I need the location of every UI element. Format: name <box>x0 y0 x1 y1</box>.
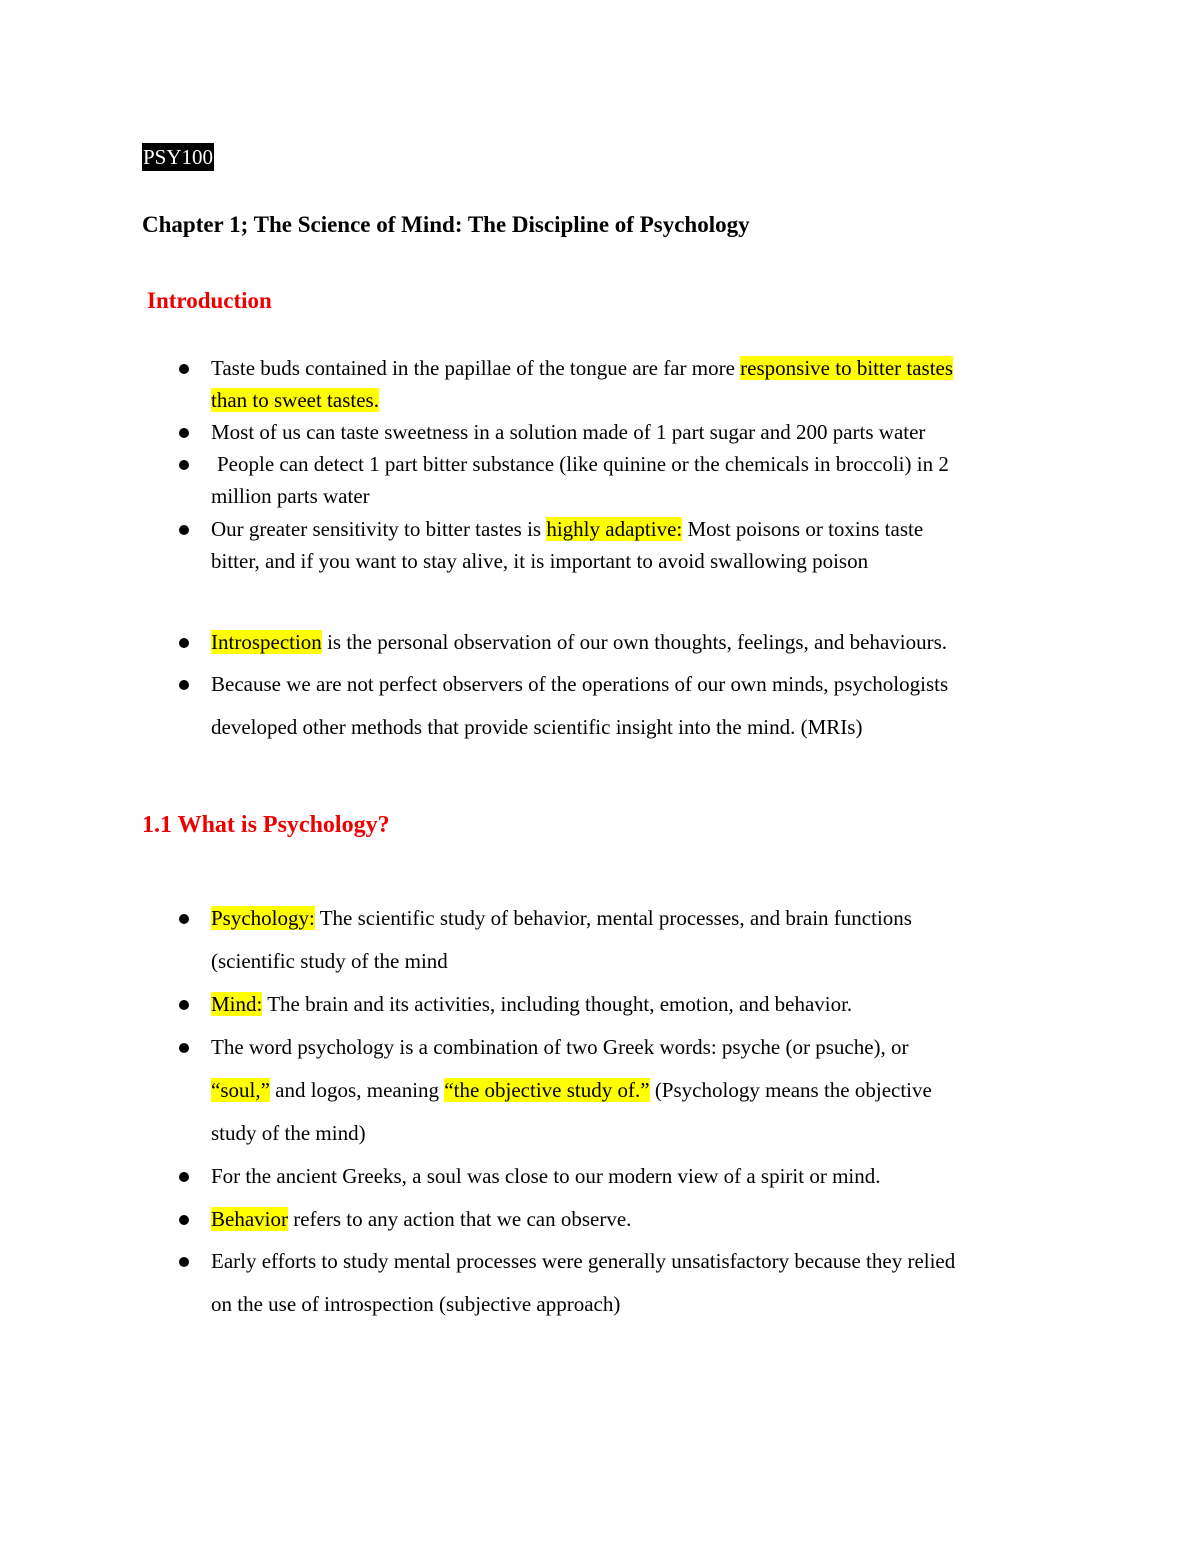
what-is-psychology-heading: 1.1 What is Psychology? <box>142 812 390 838</box>
highlighted-text: Introspection <box>211 630 322 654</box>
list-item <box>211 1026 1061 1155</box>
list-item <box>211 663 1061 749</box>
bullet-line <box>211 513 1061 545</box>
bullet-text: developed other methods that provide scientific insight into the mind. (MRIs) <box>211 715 863 739</box>
list-item <box>211 513 1061 577</box>
list-item <box>211 1240 1061 1326</box>
bullet-line <box>211 1069 1061 1112</box>
highlighted-text: Psychology: <box>211 906 315 930</box>
highlighted-text: “the objective study of.” <box>444 1078 650 1102</box>
bullet-text: Most poisons or toxins taste <box>682 517 924 541</box>
bullet-icon <box>179 914 189 924</box>
list-item <box>211 416 1061 448</box>
bullet-text: The word psychology is a combination of two Greek words: psyche (or psuche), or <box>211 1035 909 1059</box>
bullet-text: is the personal observation of our own thoughts, feelings, and behaviours. <box>321 630 948 654</box>
list-item <box>211 448 1061 512</box>
bullet-icon <box>179 638 189 648</box>
highlighted-text: than to sweet tastes. <box>211 388 379 412</box>
bullet-text: For the ancient Greeks, a soul was close to our modern view of a spirit or mind. <box>211 1164 881 1188</box>
bullet-icon <box>179 1257 189 1267</box>
bullet-text: Most of us can taste sweetness in a solution made of 1 part sugar and 200 parts water <box>211 420 926 444</box>
bullet-icon <box>179 680 189 690</box>
highlighted-text: Mind: <box>211 992 263 1016</box>
bullet-line <box>211 983 1061 1026</box>
bullet-line <box>211 384 1061 416</box>
bullet-icon <box>179 364 189 374</box>
bullet-icon <box>179 1172 189 1182</box>
bullet-line <box>211 626 1061 658</box>
bullet-text: refers to any action that we can observe. <box>287 1207 632 1231</box>
bullet-text: on the use of introspection (subjective approach) <box>211 1292 621 1316</box>
list-item <box>211 1198 1061 1241</box>
list-item <box>211 983 1061 1026</box>
bullet-text: People can detect 1 part bitter substance (like quinine or the chemicals in broccoli) in 2 <box>217 452 949 476</box>
bullet-icon <box>179 1000 189 1010</box>
bullet-line <box>211 1198 1061 1241</box>
bullet-text: The scientific study of behavior, mental processes, and brain functions <box>314 906 912 930</box>
bullet-text: million parts water <box>211 484 370 508</box>
bullet-text: (scientific study of the mind <box>211 949 448 973</box>
chapter-title: Chapter 1; The Science of Mind: The Discipline of Psychology <box>142 212 750 237</box>
highlighted-text: responsive to bitter tastes <box>740 356 954 380</box>
bullet-icon <box>179 1043 189 1053</box>
bullet-text: Our greater sensitivity to bitter tastes is <box>211 517 547 541</box>
bullet-icon <box>179 1215 189 1225</box>
list-item <box>211 1155 1061 1198</box>
highlighted-text: Behavior <box>211 1207 288 1231</box>
bullet-text: study of the mind) <box>211 1121 366 1145</box>
bullet-text: bitter, and if you want to stay alive, it is important to avoid swallowing poison <box>211 549 869 573</box>
bullet-icon <box>179 460 189 470</box>
bullet-text: (Psychology means the objective <box>649 1078 932 1102</box>
bullet-line <box>211 897 1061 940</box>
course-code: PSY100 <box>143 145 214 169</box>
highlighted-text: highly adaptive: <box>546 517 683 541</box>
bullet-text: Because we are not perfect observers of the operations of our own minds, psychologists <box>211 672 949 696</box>
bullet-text: Taste buds contained in the papillae of the tongue are far more <box>211 356 741 380</box>
bullet-text: The brain and its activities, including thought, emotion, and behavior. <box>262 992 853 1016</box>
bullet-icon <box>179 428 189 438</box>
bullet-line <box>211 352 1061 384</box>
bullet-text: Early efforts to study mental processes were generally unsatisfactory because they relied <box>211 1249 956 1273</box>
bullet-icon <box>179 525 189 535</box>
list-item <box>211 626 1061 658</box>
list-item <box>211 352 1061 416</box>
bullet-text: and logos, meaning <box>269 1078 445 1102</box>
list-item <box>211 897 1061 983</box>
introduction-heading: Introduction <box>147 288 272 313</box>
highlighted-text: “soul,” <box>211 1078 270 1102</box>
